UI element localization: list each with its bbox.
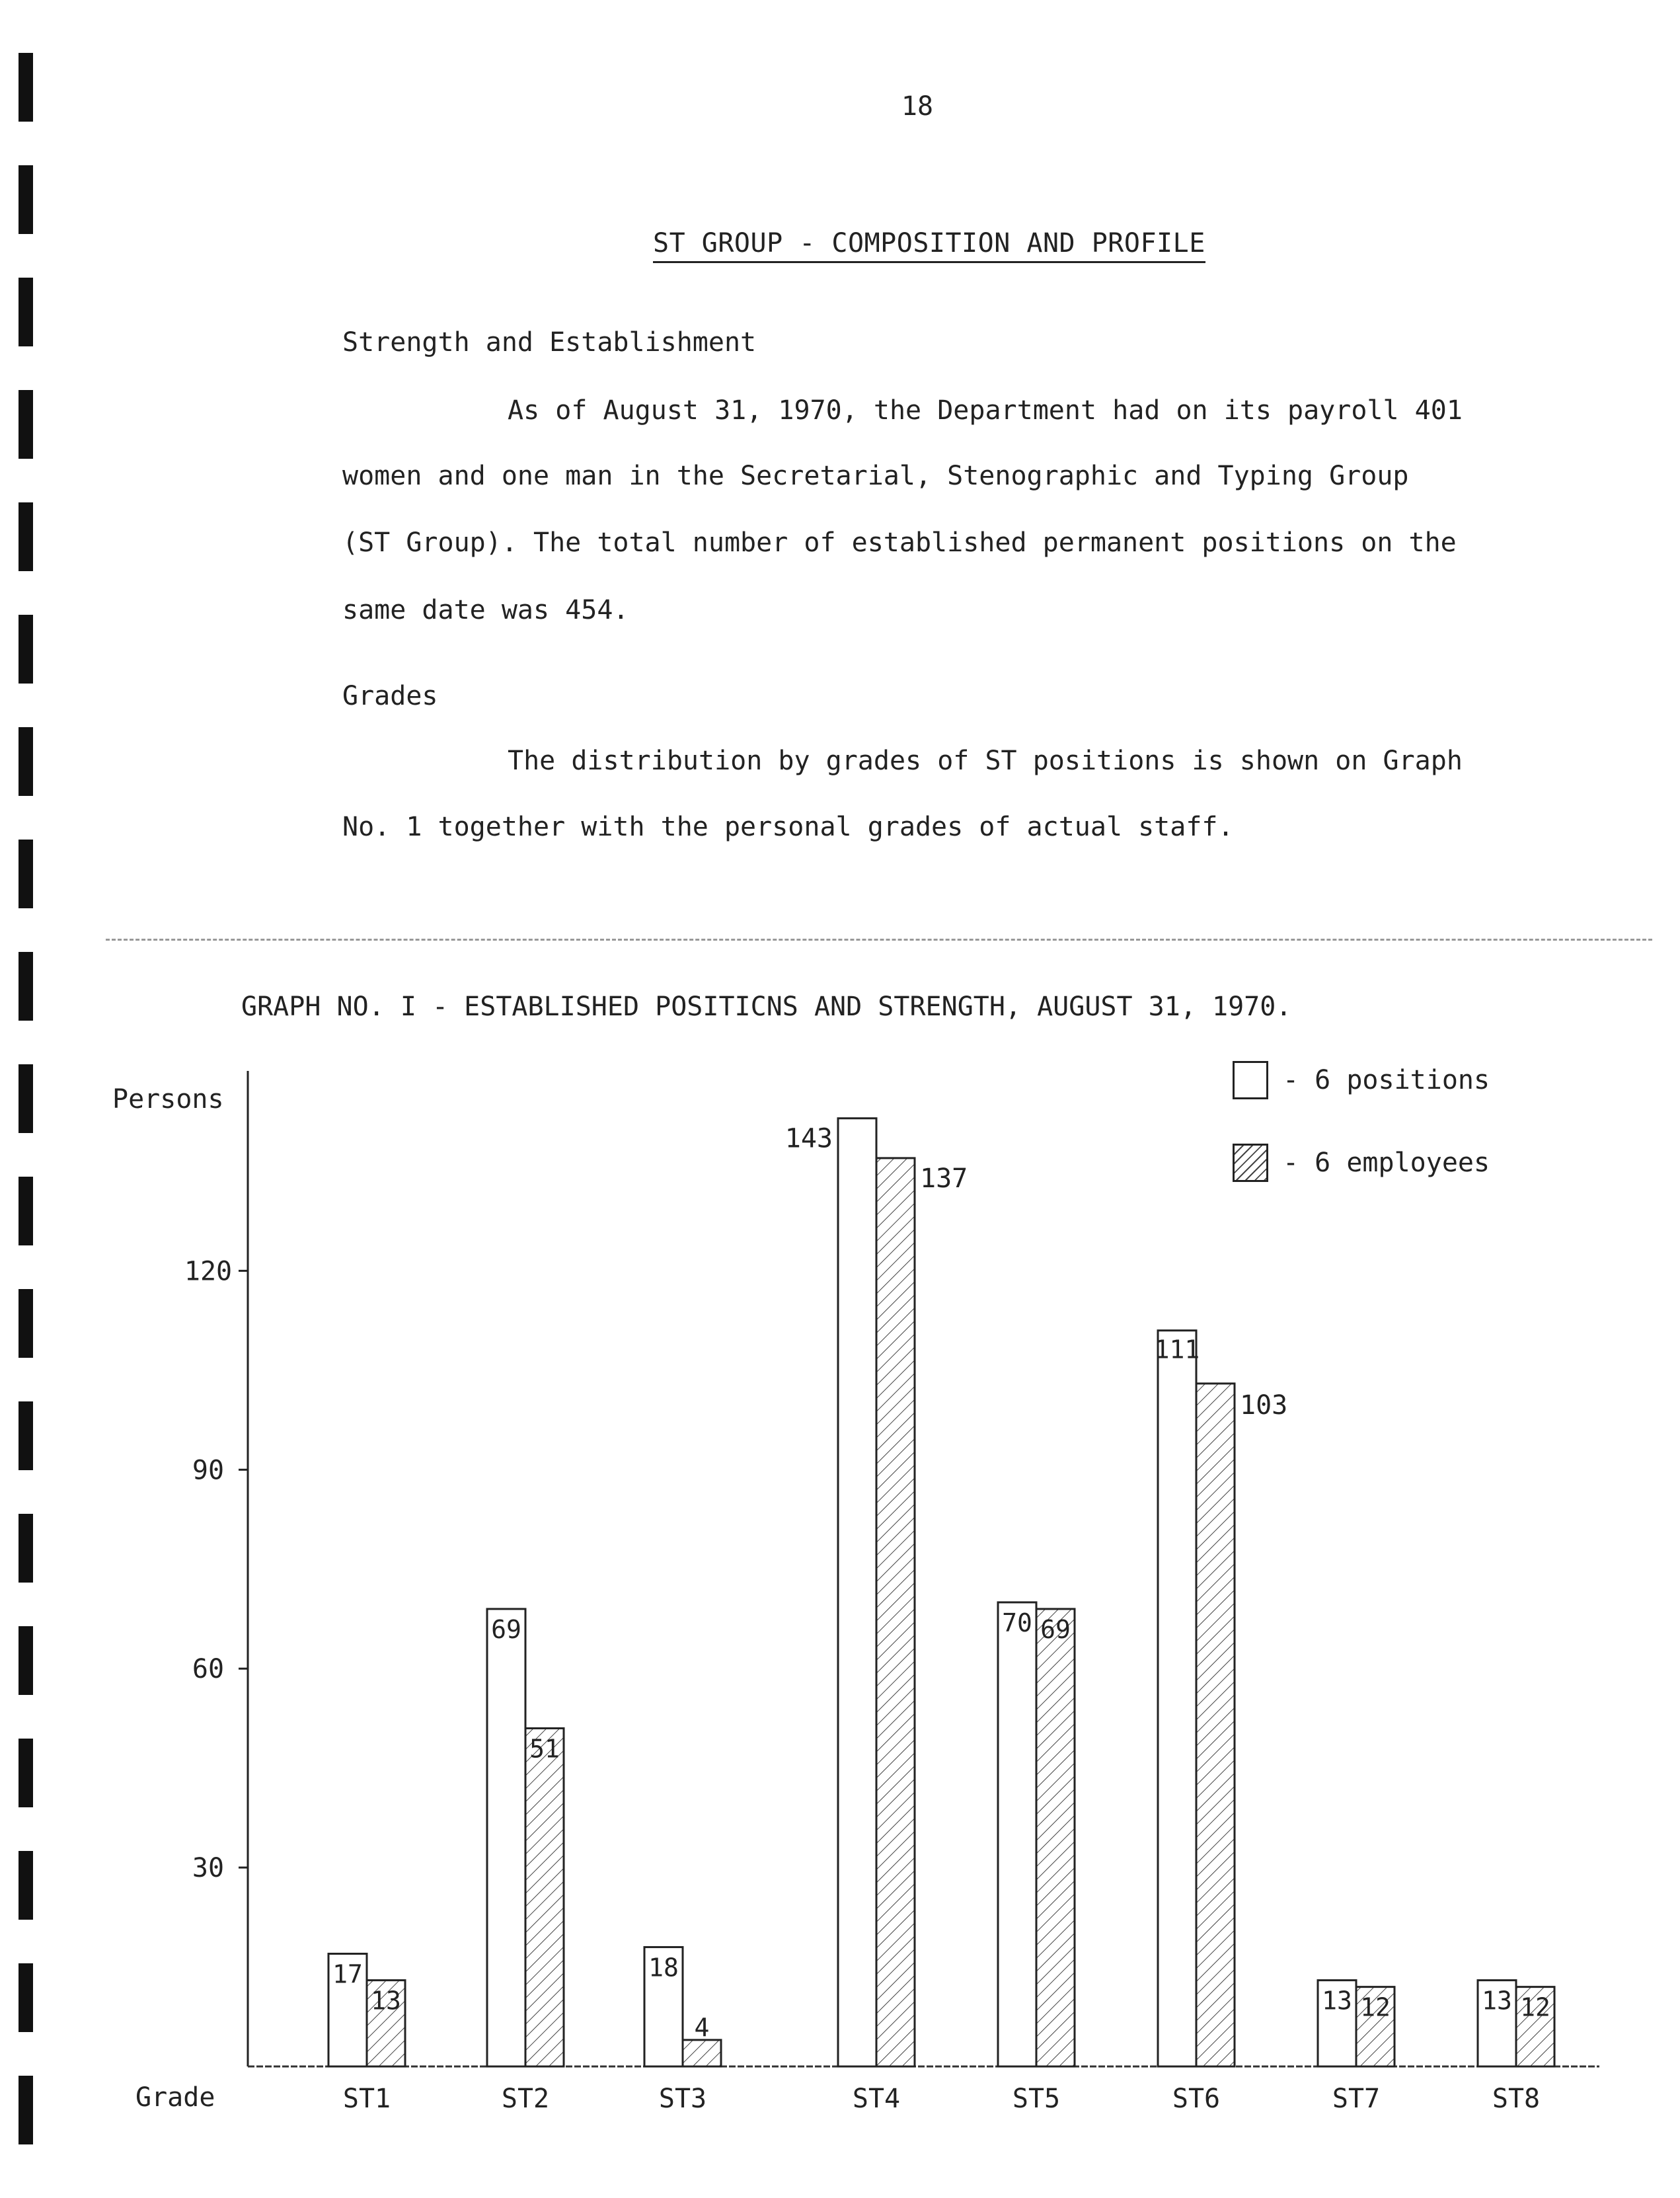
data-label-positions: 111 bbox=[1154, 1335, 1200, 1364]
paragraph-line: The distribution by grades of ST positions is shown on Graph bbox=[508, 746, 1463, 776]
binding-hole bbox=[19, 615, 33, 684]
data-label-employees: 12 bbox=[1360, 1992, 1391, 2022]
x-tick-label: ST7 bbox=[1332, 2084, 1381, 2114]
binding-hole bbox=[19, 840, 33, 908]
data-label-positions: 18 bbox=[648, 1953, 679, 1982]
binding-hole bbox=[19, 502, 33, 571]
graph-title: GRAPH NO. I - ESTABLISHED POSITICNS AND STRENGTH, AUGUST 31, 1970. bbox=[241, 992, 1292, 1022]
binding-hole bbox=[19, 390, 33, 459]
page-number: 18 bbox=[901, 91, 934, 122]
bar-employees-ST6 bbox=[1196, 1384, 1235, 2066]
binding-hole bbox=[19, 278, 33, 346]
bar-positions-ST4 bbox=[838, 1119, 876, 2066]
paragraph-line: women and one man in the Secretarial, Stenographic and Typing Group bbox=[342, 461, 1409, 491]
section-heading-strength: Strength and Establishment bbox=[342, 327, 757, 358]
binding-hole bbox=[19, 952, 33, 1021]
x-tick-label: ST5 bbox=[1012, 2084, 1061, 2114]
document-title: ST GROUP - COMPOSITION AND PROFILE bbox=[653, 228, 1205, 263]
binding-hole bbox=[19, 53, 33, 122]
x-axis-label: Grade bbox=[135, 2082, 215, 2113]
bar-positions-ST2 bbox=[487, 1609, 525, 2066]
data-label-positions: 13 bbox=[1482, 1986, 1512, 2016]
bar-chart bbox=[0, 1031, 1680, 2115]
binding-hole bbox=[19, 727, 33, 796]
data-label-positions: 143 bbox=[784, 1123, 833, 1154]
x-tick-label: ST4 bbox=[852, 2084, 901, 2114]
section-heading-grades: Grades bbox=[342, 681, 438, 711]
y-tick-label: 60 bbox=[192, 1654, 225, 1685]
bar-employees-ST3 bbox=[683, 2040, 721, 2066]
section-divider bbox=[106, 939, 1652, 941]
data-label-positions: 69 bbox=[491, 1614, 521, 1644]
data-label-employees: 103 bbox=[1240, 1390, 1288, 1421]
data-label-positions: 17 bbox=[332, 1959, 363, 1989]
y-tick-label: 120 bbox=[184, 1256, 233, 1287]
data-label-positions: 13 bbox=[1322, 1986, 1352, 2016]
paragraph-line: As of August 31, 1970, the Department had on its payroll 401 bbox=[508, 395, 1463, 426]
data-label-employees: 12 bbox=[1520, 1992, 1550, 2022]
y-tick-label: 30 bbox=[192, 1853, 225, 1884]
x-tick-label: ST6 bbox=[1172, 2084, 1221, 2114]
x-tick-label: ST1 bbox=[342, 2084, 391, 2114]
data-label-employees: 4 bbox=[694, 2012, 710, 2042]
y-tick-label: 90 bbox=[192, 1455, 225, 1486]
bar-employees-ST4 bbox=[876, 1158, 915, 2066]
y-axis-label: Persons bbox=[112, 1084, 224, 1115]
binding-hole bbox=[19, 165, 33, 234]
chart-bars bbox=[328, 1119, 1554, 2066]
paragraph-line: same date was 454. bbox=[342, 595, 629, 625]
paragraph-line: No. 1 together with the personal grades of actual staff. bbox=[342, 812, 1234, 842]
bar-employees-ST2 bbox=[525, 1728, 564, 2066]
x-tick-label: ST8 bbox=[1492, 2084, 1541, 2114]
x-tick-label: ST3 bbox=[658, 2084, 707, 2114]
data-label-employees: 51 bbox=[529, 1734, 560, 1764]
data-label-employees: 13 bbox=[371, 1986, 401, 2016]
legend-employees-label: - 6 employees bbox=[1283, 1148, 1490, 1178]
bar-employees-ST5 bbox=[1036, 1609, 1075, 2066]
data-label-positions: 70 bbox=[1002, 1608, 1032, 1637]
data-label-employees: 137 bbox=[920, 1163, 968, 1194]
data-label-employees: 69 bbox=[1040, 1614, 1071, 1644]
x-tick-label: ST2 bbox=[501, 2084, 550, 2114]
bar-positions-ST5 bbox=[998, 1602, 1036, 2066]
paragraph-line: (ST Group). The total number of established permanent positions on the bbox=[342, 528, 1457, 558]
bar-positions-ST6 bbox=[1158, 1331, 1196, 2066]
legend-positions-label: - 6 positions bbox=[1283, 1065, 1490, 1095]
